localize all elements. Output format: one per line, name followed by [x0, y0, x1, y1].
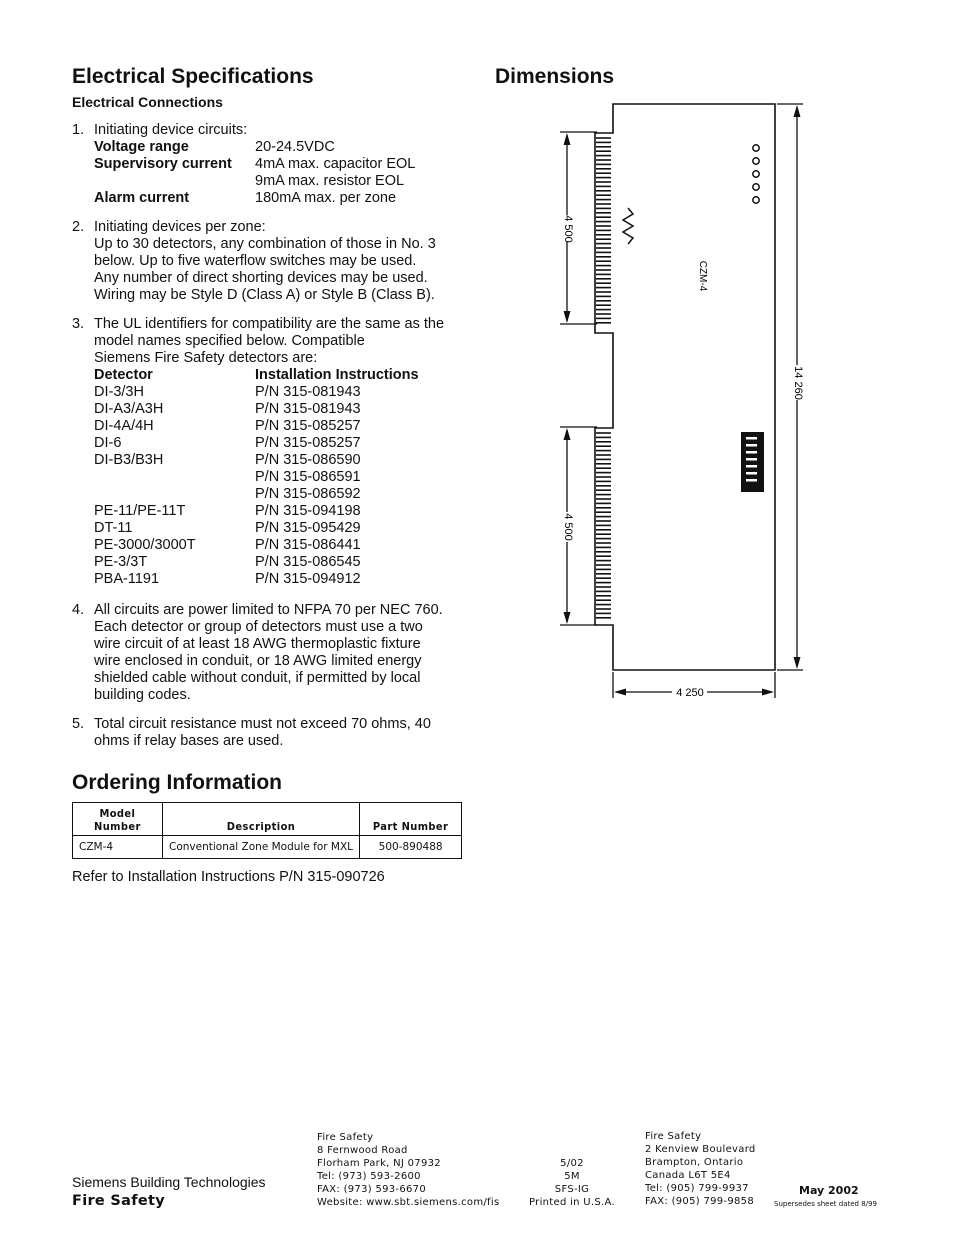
column-header-model: [73, 803, 163, 836]
dim-width-label: 4 250: [676, 687, 704, 699]
detector-row: [94, 435, 472, 452]
detector-model: PE-11/PE-11T: [94, 503, 186, 519]
spec-row-supervisory-2: [94, 173, 472, 190]
code-line: SFS-IG: [554, 1184, 590, 1195]
item-line: wire circuit of at least 18 AWG thermoplastic fixture: [94, 636, 421, 652]
ordering-table: [72, 802, 462, 859]
detector-model: PBA-1191: [94, 571, 160, 587]
spec-row-alarm: [94, 190, 472, 207]
item-1: [72, 122, 472, 207]
address-line: Fire Safety: [645, 1131, 702, 1142]
upper-connector-fingers: [596, 138, 611, 323]
column-header-part-number: Part Number: [360, 803, 462, 836]
spec-value: 180mA max. per zone: [255, 190, 397, 206]
address-line: Canada L6T 5E4: [645, 1170, 731, 1181]
spec-value: 9mA max. resistor EOL: [255, 173, 405, 189]
column-header-model-line2: Number: [94, 820, 141, 833]
column-header-model-line1: Model: [99, 807, 136, 820]
address-line: Tel: (973) 593-2600: [317, 1171, 421, 1182]
detector-row: [94, 401, 472, 418]
dim-lower-connector-label: 4 500: [562, 513, 574, 541]
column-header-description: Description: [162, 803, 359, 836]
resistor-symbol: [623, 208, 633, 244]
detector-table-header: [94, 367, 472, 384]
item-line: Up to 30 detectors, any combination of those in No. 3: [94, 236, 436, 252]
item-line: building codes.: [94, 687, 191, 703]
item-line: ohms if relay bases are used.: [94, 733, 284, 749]
ordering-info-heading: Ordering Information: [72, 771, 282, 794]
item-line: Each detector or group of detectors must use a two: [94, 619, 423, 635]
dim-upper-connector-label: 4 500: [562, 215, 574, 243]
item-number: 4.: [72, 602, 85, 618]
address-line: 2 Kenview Boulevard: [645, 1144, 756, 1155]
detector-model: DI-6: [94, 435, 122, 451]
spec-row-supervisory: [94, 156, 472, 173]
dimension-drawing: [540, 95, 820, 705]
spec-value: 20-24.5VDC: [255, 139, 335, 155]
detector-row: [94, 520, 472, 537]
address-line: FAX: (973) 593-6670: [317, 1184, 426, 1195]
detector-row: [94, 486, 472, 503]
ordering-table-header: [73, 803, 462, 836]
address-line: Fire Safety: [317, 1132, 374, 1143]
column-header-instructions: Installation Instructions: [255, 367, 419, 383]
address-line: FAX: (905) 799-9858: [645, 1196, 754, 1207]
detector-row: [94, 384, 472, 401]
address-line: Tel: (905) 799-9937: [645, 1183, 749, 1194]
item-line: wire enclosed in conduit, or 18 AWG limited energy: [94, 653, 422, 669]
detector-pn: P/N 315-085257: [255, 435, 361, 451]
detector-model: PE-3/3T: [94, 554, 148, 570]
ordering-note: Refer to Installation Instructions P/N 315-090726: [72, 869, 385, 885]
detector-pn: P/N 315-094912: [255, 571, 361, 587]
detector-model: [94, 486, 255, 503]
detector-pn: P/N 315-085257: [255, 418, 361, 434]
spec-label: Voltage range: [94, 139, 189, 155]
cell-part-number: 500-890488: [360, 836, 462, 859]
detector-pn: P/N 315-086441: [255, 537, 361, 553]
column-header-detector: Detector: [94, 367, 153, 383]
board-outline: [595, 104, 775, 670]
detector-pn: P/N 315-094198: [255, 503, 361, 519]
item-line: Siemens Fire Safety detectors are:: [94, 350, 318, 366]
item-2: [72, 219, 472, 304]
item-line: Wiring may be Style D (Class A) or Style B (Class B).: [94, 287, 435, 303]
item-number: 1.: [72, 122, 85, 138]
item-line: Total circuit resistance must not exceed 70 ohms, 40: [94, 716, 431, 732]
detector-model: PE-3000/3000T: [94, 537, 196, 553]
electrical-specs-heading: Electrical Specifications: [72, 65, 314, 88]
electrical-connections-subheading: Electrical Connections: [72, 94, 223, 110]
code-line: Printed in U.S.A.: [529, 1197, 615, 1208]
item-5: [72, 716, 472, 750]
spec-value: 4mA max. capacitor EOL: [255, 156, 416, 172]
item-number: 2.: [72, 219, 85, 235]
board-label: CZM-4: [697, 260, 708, 292]
detector-pn: P/N 315-086592: [255, 486, 361, 502]
detector-model: [94, 469, 255, 486]
cell-description: Conventional Zone Module for MXL: [162, 836, 359, 859]
spec-row-voltage: [94, 139, 472, 156]
footer-canada-address: [645, 1130, 756, 1208]
dim-height-label: 14 260: [792, 366, 804, 400]
detector-pn: P/N 315-081943: [255, 384, 361, 400]
address-line: Website: www.sbt.siemens.com/fis: [317, 1197, 500, 1208]
detector-row: [94, 537, 472, 554]
dimensions-heading: Dimensions: [495, 65, 615, 88]
detector-row: [94, 503, 472, 520]
detector-row: [94, 452, 472, 469]
code-line: 5/02: [560, 1158, 584, 1169]
dip-switch: [741, 432, 764, 492]
detector-pn: P/N 315-095429: [255, 520, 361, 536]
item-line: Any number of direct shorting devices may be used.: [94, 270, 428, 286]
detector-model: DI-A3/A3H: [94, 401, 164, 417]
detector-row: [94, 554, 472, 571]
spec-label: Alarm current: [94, 190, 190, 206]
cell-model: CZM-4: [73, 836, 163, 859]
footer-division: Fire Safety: [72, 1193, 165, 1209]
detector-model: DI-3/3H: [94, 384, 144, 400]
detector-pn: P/N 315-086545: [255, 554, 361, 570]
led-indicators: [753, 145, 759, 203]
item-line: Initiating devices per zone:: [94, 219, 266, 235]
table-row: [73, 836, 462, 859]
spec-label: Supervisory current: [94, 156, 232, 172]
item-3: [72, 316, 472, 588]
detector-pn: P/N 315-086590: [255, 452, 361, 468]
item-line: below. Up to five waterflow switches may be used.: [94, 253, 417, 269]
footer-codes: [522, 1157, 622, 1209]
item-intro: Initiating device circuits:: [94, 122, 248, 138]
address-line: Florham Park, NJ 07932: [317, 1158, 441, 1169]
address-line: 8 Fernwood Road: [317, 1145, 408, 1156]
item-line: shielded cable without conduit, if permitted by local: [94, 670, 421, 686]
footer-date: May 2002: [799, 1184, 859, 1197]
detector-row: [94, 469, 472, 486]
detector-pn: P/N 315-081943: [255, 401, 361, 417]
footer-company: Siemens Building Technologies: [72, 1174, 266, 1190]
footer-us-address: [317, 1131, 499, 1209]
item-line: The UL identifiers for compatibility are the same as the: [94, 316, 445, 332]
detector-model: DI-B3/B3H: [94, 452, 164, 468]
footer-supersedes: Supersedes sheet dated 8/99: [774, 1200, 877, 1208]
lower-connector-fingers: [596, 433, 611, 618]
detector-row: [94, 418, 472, 435]
code-line: 5M: [564, 1171, 580, 1182]
address-line: Brampton, Ontario: [645, 1157, 744, 1168]
item-number: 3.: [72, 316, 85, 332]
detector-pn: P/N 315-086591: [255, 469, 361, 485]
item-4: [72, 602, 472, 704]
detector-model: DT-11: [94, 520, 133, 536]
item-number: 5.: [72, 716, 85, 732]
detector-model: DI-4A/4H: [94, 418, 154, 434]
item-line: All circuits are power limited to NFPA 70 per NEC 760.: [94, 602, 443, 618]
detector-row: [94, 571, 472, 588]
item-line: model names specified below. Compatible: [94, 333, 365, 349]
